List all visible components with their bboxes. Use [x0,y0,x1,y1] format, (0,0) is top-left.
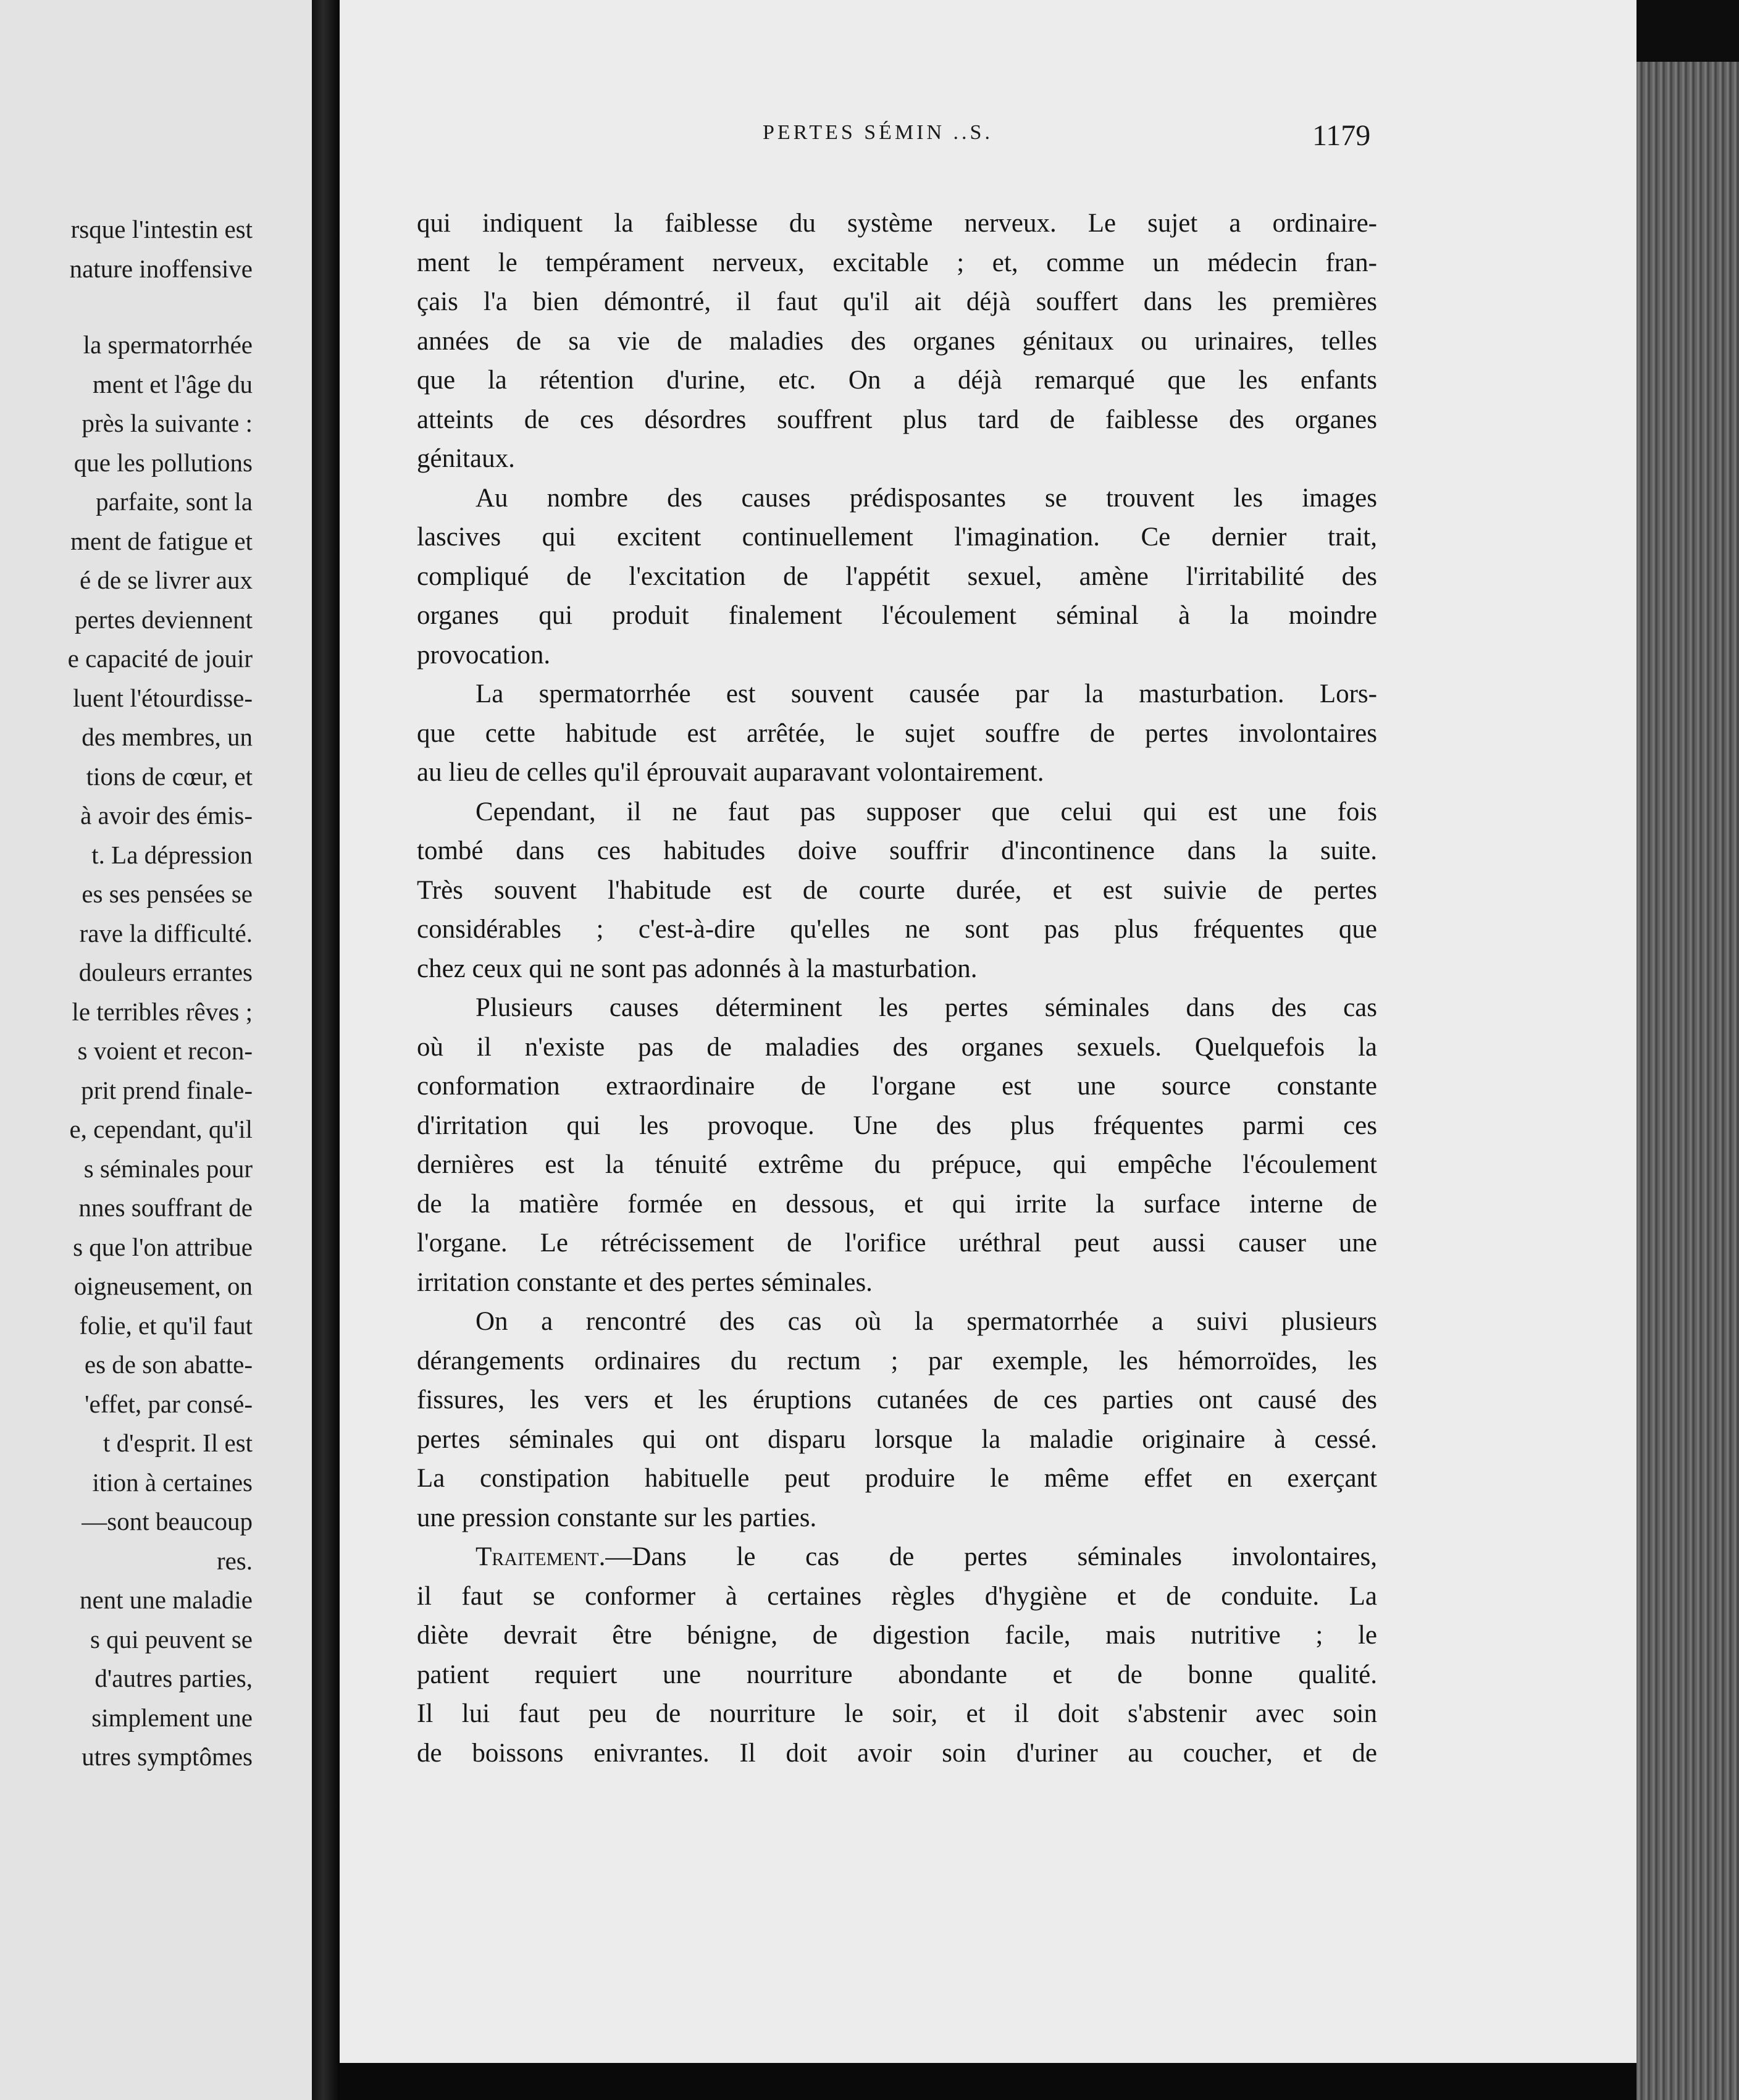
left-text-line: s séminales pour [83,1154,253,1183]
left-text-line: es ses pensées se [82,880,253,908]
left-text-line: s voient et recon- [77,1036,253,1065]
left-text-line: utres symptômes [82,1742,253,1771]
text-line: On a rencontré des cas où la spermatorrhée a suivi plusieurs [476,1307,1377,1336]
left-text-line: ition à certaines [92,1468,253,1497]
left-text-line: nent une maladie [79,1586,253,1614]
text-line: conformation extraordinaire de l'organe est une source constante [417,1072,1377,1101]
left-text-line: prit prend finale- [81,1075,253,1104]
left-text-line: douleurs errantes [78,958,253,986]
page-stack-edge [1636,0,1739,2100]
text-line: qui indiquent la faiblesse du système nerveux. Le sujet a ordinaire- [417,209,1377,238]
text-line: pertes séminales qui ont disparu lorsque la maladie originaire à cessé. [417,1424,1377,1454]
left-text-line: parfaite, sont la [96,487,253,516]
left-text-line: à avoir des émis- [80,801,253,830]
treatment-line [417,1537,1377,1577]
text-line: organes qui produit finalement l'écoulement séminal à la moindre [417,601,1377,630]
text-line: génitaux. [417,444,515,473]
text-line: La constipation habituelle peut produire le même effet en exerçant [417,1464,1377,1493]
left-text-line: nnes souffrant de [78,1193,253,1222]
body-text [417,204,1377,1773]
paragraph-gap [0,288,253,326]
text-line: fissures, les vers et les éruptions cutanées de ces parties ont causé des [417,1385,1377,1414]
text-line: Au nombre des causes prédisposantes se trouvent les images [476,483,1377,513]
text-line: ment le tempérament nerveux, excitable ; et, comme un médecin fran- [417,248,1377,277]
left-text-line: la spermatorrhée [83,330,253,359]
text-line: dernières est la ténuité extrême du prépuce, qui empêche l'écoulement [417,1150,1377,1179]
left-text-line: d'autres parties, [94,1664,253,1692]
left-text-line: simplement une [91,1703,253,1732]
text-line: lascives qui excitent continuellement l'imagination. Ce dernier trait, [417,523,1377,552]
treatment-line-text: —Dans le cas de pertes séminales involontaires, [605,1542,1377,1571]
text-line: que cette habitude est arrêtée, le sujet souffre de pertes involontaires [417,718,1377,748]
text-line: de la matière formée en dessous, et qui irrite la surface interne de [417,1189,1377,1219]
left-text-line: é de se livrer aux [79,566,253,594]
text-line: il faut se conformer à certaines règles d'hygiène et de conduite. La [417,1581,1377,1611]
left-text-line: e capacité de jouir [67,644,253,673]
left-text-line: e, cependant, qu'il [69,1115,253,1143]
left-text-line: t d'esprit. Il est [103,1429,253,1457]
left-text-line: rsque l'intestin est [70,215,253,243]
text-line: que la rétention d'urine, etc. On a déjà remarqué que les enfants [417,366,1377,395]
text-line: Il lui faut peu de nourriture le soir, et il doit s'abstenir avec soin [417,1699,1377,1728]
book-gutter [312,0,340,2100]
text-line: où il n'existe pas de maladies des organes sexuels. Quelquefois la [417,1032,1377,1062]
scan-bottom-border [340,2063,1636,2100]
left-text-line: t. La dépression [91,840,253,869]
left-text-line: ment de fatigue et [70,526,253,555]
text-line: La spermatorrhée est souvent causée par la masturbation. Lors- [476,679,1377,708]
left-text-line: folie, et qu'il faut [79,1311,253,1340]
text-line: considérables ; c'est-à-dire qu'elles ne sont pas plus fréquentes que [417,915,1377,944]
left-text-line: s qui peuvent se [90,1624,253,1653]
text-line: patient requiert une nourriture abondante et de bonne qualité. [417,1660,1377,1689]
page-number: 1179 [1312,119,1371,152]
left-text-line: pertes deviennent [74,605,253,634]
text-line: irritation constante et des pertes séminales. [417,1267,873,1297]
left-text-line: res. [216,1546,253,1575]
running-header-title: PERTES SÉMIN ..S. [763,121,993,144]
text-line: années de sa vie de maladies des organes génitaux ou urinaires, telles [417,326,1377,356]
text-line: l'organe. Le rétrécissement de l'orifice uréthral peut aussi causer une [417,1228,1377,1258]
left-text-line: nature inoffensive [69,254,253,283]
text-line: Plusieurs causes déterminent les pertes séminales dans des cas [476,993,1377,1022]
text-line: çais l'a bien démontré, il faut qu'il ait déjà souffert dans les premières [417,287,1377,316]
left-text-line: le terribles rêves ; [72,997,253,1026]
left-text-line: rave la difficulté. [79,918,253,947]
text-line: Très souvent l'habitude est de courte durée, et est suivie de pertes [417,875,1377,905]
left-text-line: oigneusement, on [73,1272,253,1300]
left-text-line: 'effet, par consé- [85,1389,253,1418]
text-line: compliqué de l'excitation de l'appétit sexuel, amène l'irritabilité des [417,561,1377,591]
text-line: diète devrait être bénigne, de digestion facile, mais nutritive ; le [417,1621,1377,1650]
section-heading: Traitement. [476,1542,606,1571]
text-line: au lieu de celles qu'il éprouvait auparavant volontairement. [417,758,1044,787]
text-line: une pression constante sur les parties. [417,1503,817,1532]
right-page [340,0,1636,2063]
text-line: chez ceux qui ne sont pas adonnés à la masturbation. [417,954,978,983]
text-line: dérangements ordinaires du rectum ; par exemple, les hémorroïdes, les [417,1346,1377,1376]
left-page-text [0,210,253,1777]
left-text-line: près la suivante : [82,409,253,437]
text-line: de boissons enivrantes. Il doit avoir soin d'uriner au coucher, et de [417,1738,1377,1768]
text-line: atteints de ces désordres souffrent plus tard de faiblesse des organes [417,405,1377,434]
text-line: d'irritation qui les provoque. Une des plus fréquentes parmi ces [417,1111,1377,1140]
text-line: Cependant, il ne faut pas supposer que celui qui est une fois [476,797,1377,826]
left-text-line: que les pollutions [73,448,253,477]
left-text-line: —sont beaucoup [82,1507,253,1535]
left-facing-page [0,0,312,2100]
left-text-line: luent l'étourdisse- [73,683,253,712]
text-line: provocation. [417,640,551,670]
text-line: tombé dans ces habitudes doive souffrir d'incontinence dans la suite. [417,836,1377,865]
running-header [340,121,1389,164]
left-text-line: tions de cœur, et [86,762,253,791]
left-text-line: es de son abatte- [84,1350,253,1379]
left-text-line: des membres, un [82,723,253,751]
left-text-line: s que l'on attribue [73,1232,253,1261]
left-text-line: ment et l'âge du [93,369,253,398]
